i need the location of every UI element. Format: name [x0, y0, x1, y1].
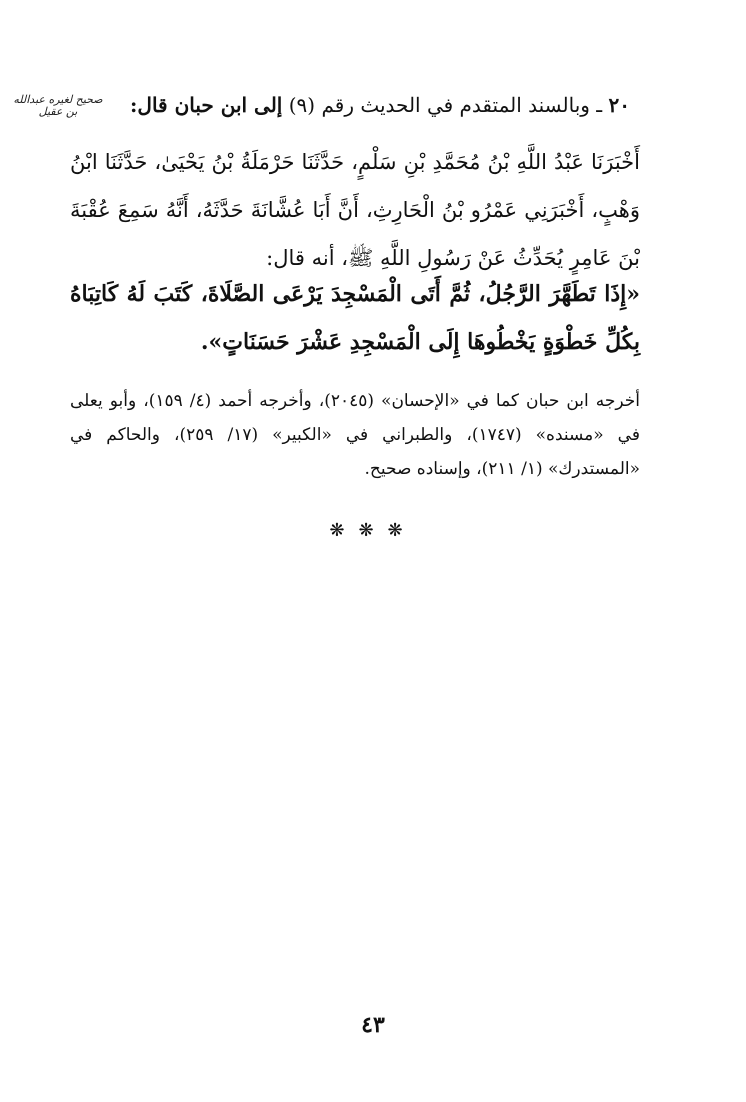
heading-dash: ـ	[589, 93, 609, 117]
hadith-sanad: أَخْبَرَنَا عَبْدُ اللَّهِ بْنُ مُحَمَّدِ بْنِ سَلْمٍ، حَدَّثَنَا حَرْمَلَةُ بْنُ يَحْيَىٰ، حَدَّثَنَا ابْنُ وَهْبٍ، أَخْبَرَنِي عَمْرُو بْنُ الْحَارِثِ، أَنَّ أَبَا عُشَّانَةَ حَدَّثَهُ، أَنَّهُ سَمِعَ عُقْبَةَ بْنَ عَامِرٍ يُحَدِّثُ عَنْ رَسُولِ اللَّهِ ﷺ، أنه قال:	[70, 150, 640, 270]
hadith-number: ٢٠	[608, 93, 630, 117]
hadith-matn: «إِذَا تَطَهَّرَ الرَّجُلُ، ثُمَّ أَتَى الْمَسْجِدَ يَرْعَى الصَّلَاةَ، كَتَبَ لَهُ كَاتِبَاهُ بِكُلِّ خَطْوَةٍ يَخْطُوهَا إِلَى الْمَسْجِدِ عَشْرَ حَسَنَاتٍ».	[70, 281, 640, 355]
hadith-heading	[110, 88, 630, 122]
takhrij-note: أخرجه ابن حبان كما في «الإحسان» (٢٠٤٥)، وأخرجه أحمد (٤/ ١٥٩)، وأبو يعلى في «مسنده» (١٧٤٧)، والطبراني في «الكبير» (١٧/ ٢٥٩)، والحاكم في «المستدرك» (١/ ٢١١)، وإسناده صحيح.	[70, 391, 640, 479]
heading-intro: وبالسند المتقدم في الحديث رقم (٩)	[282, 93, 590, 117]
section-separator: ❋❋❋	[329, 520, 417, 541]
page-number: ٤٣	[361, 1012, 385, 1038]
heading-intro-bold: إلى ابن حبان قال:	[130, 93, 283, 117]
handwritten-annotation: صحيح لغيره عبدالله بن عقيل	[13, 93, 103, 118]
